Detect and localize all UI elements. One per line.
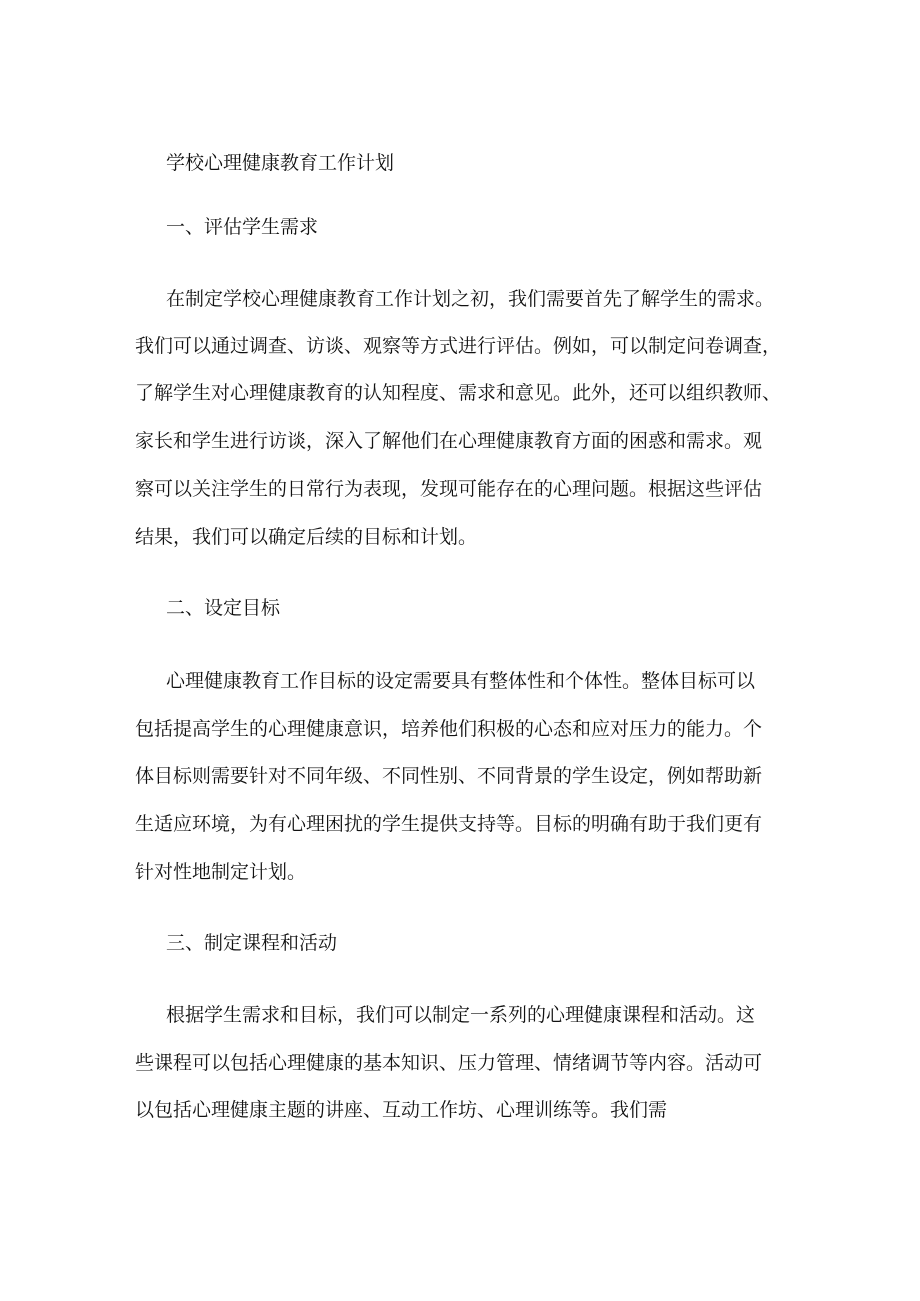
paragraph-line: 结果，我们可以确定后续的目标和计划。 [135,526,478,548]
paragraph-line: 我们可以通过调查、访谈、观察等方式进行评估。例如，可以制定问卷调查， [135,335,782,357]
document-title: 学校心理健康教育工作计划 [166,152,395,174]
paragraph-line: 了解学生对心理健康教育的认知程度、需求和意见。此外，还可以组织教师、 [135,382,782,404]
section-heading-1: 一、评估学生需求 [166,216,319,238]
paragraph-line: 针对性地制定计划。 [135,861,307,883]
paragraph-line: 以包括心理健康主题的讲座、互动工作坊、心理训练等。我们需 [135,1099,668,1121]
paragraph-line: 体目标则需要针对不同年级、不同性别、不同背景的学生设定，例如帮助新 [135,765,763,787]
paragraph-line: 在制定学校心理健康教育工作计划之初，我们需要首先了解学生的需求。 [166,288,775,310]
section-heading-2: 二、设定目标 [166,597,281,619]
paragraph-line: 些课程可以包括心理健康的基本知识、压力管理、情绪调节等内容。活动可 [135,1052,763,1074]
paragraph-line: 根据学生需求和目标，我们可以制定一系列的心理健康课程和活动。这 [166,1004,756,1026]
paragraph-line: 家长和学生进行访谈，深入了解他们在心理健康教育方面的困惑和需求。观 [135,430,763,452]
paragraph-line: 察可以关注学生的日常行为表现，发现可能存在的心理问题。根据这些评估 [135,478,763,500]
section-heading-3: 三、制定课程和活动 [166,932,338,954]
paragraph-line: 生适应环境，为有心理困扰的学生提供支持等。目标的明确有助于我们更有 [135,813,763,835]
paragraph-line: 心理健康教育工作目标的设定需要具有整体性和个体性。整体目标可以 [166,670,756,692]
paragraph-line: 包括提高学生的心理健康意识，培养他们积极的心态和应对压力的能力。个 [135,718,763,740]
